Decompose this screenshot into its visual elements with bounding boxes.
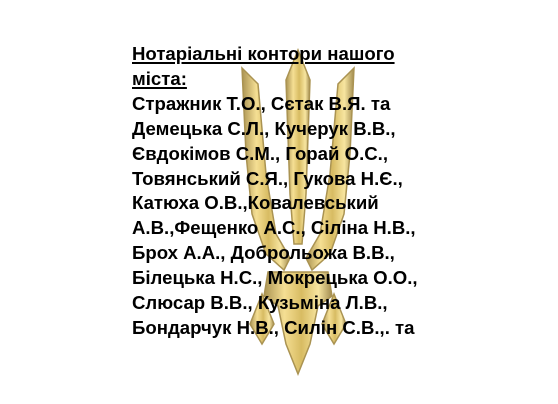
notary-offices-text xyxy=(132,42,552,341)
list-line: Євдокімов С.М., Горай О.С., xyxy=(132,142,388,164)
list-line: Брох А.А., Доброльожа В.В., xyxy=(132,242,395,264)
heading-line: міста: xyxy=(132,67,187,89)
list-line: Білецька Н.С., Мокрецька О.О., xyxy=(132,267,418,289)
list-line: А.В.,Фещенко А.С., Сіліна Н.В., xyxy=(132,217,416,239)
list-line: Стражник Т.О., Сєтак В.Я. та xyxy=(132,92,391,114)
list-line: Слюсар В.В., Кузьміна Л.В., xyxy=(132,292,388,314)
list-line: Товянський С.Я., Гукова Н.Є., xyxy=(132,167,403,189)
list-line: Катюха О.В.,Ковалевський xyxy=(132,192,379,214)
notary-list xyxy=(132,92,552,341)
heading-line: Нотаріальні контори нашого xyxy=(132,43,395,64)
list-line: Бондарчук Н.В., Силін С.В.,. та xyxy=(132,316,415,338)
list-line: Демецька С.Л., Кучерук В.В., xyxy=(132,117,396,139)
heading xyxy=(132,42,552,92)
